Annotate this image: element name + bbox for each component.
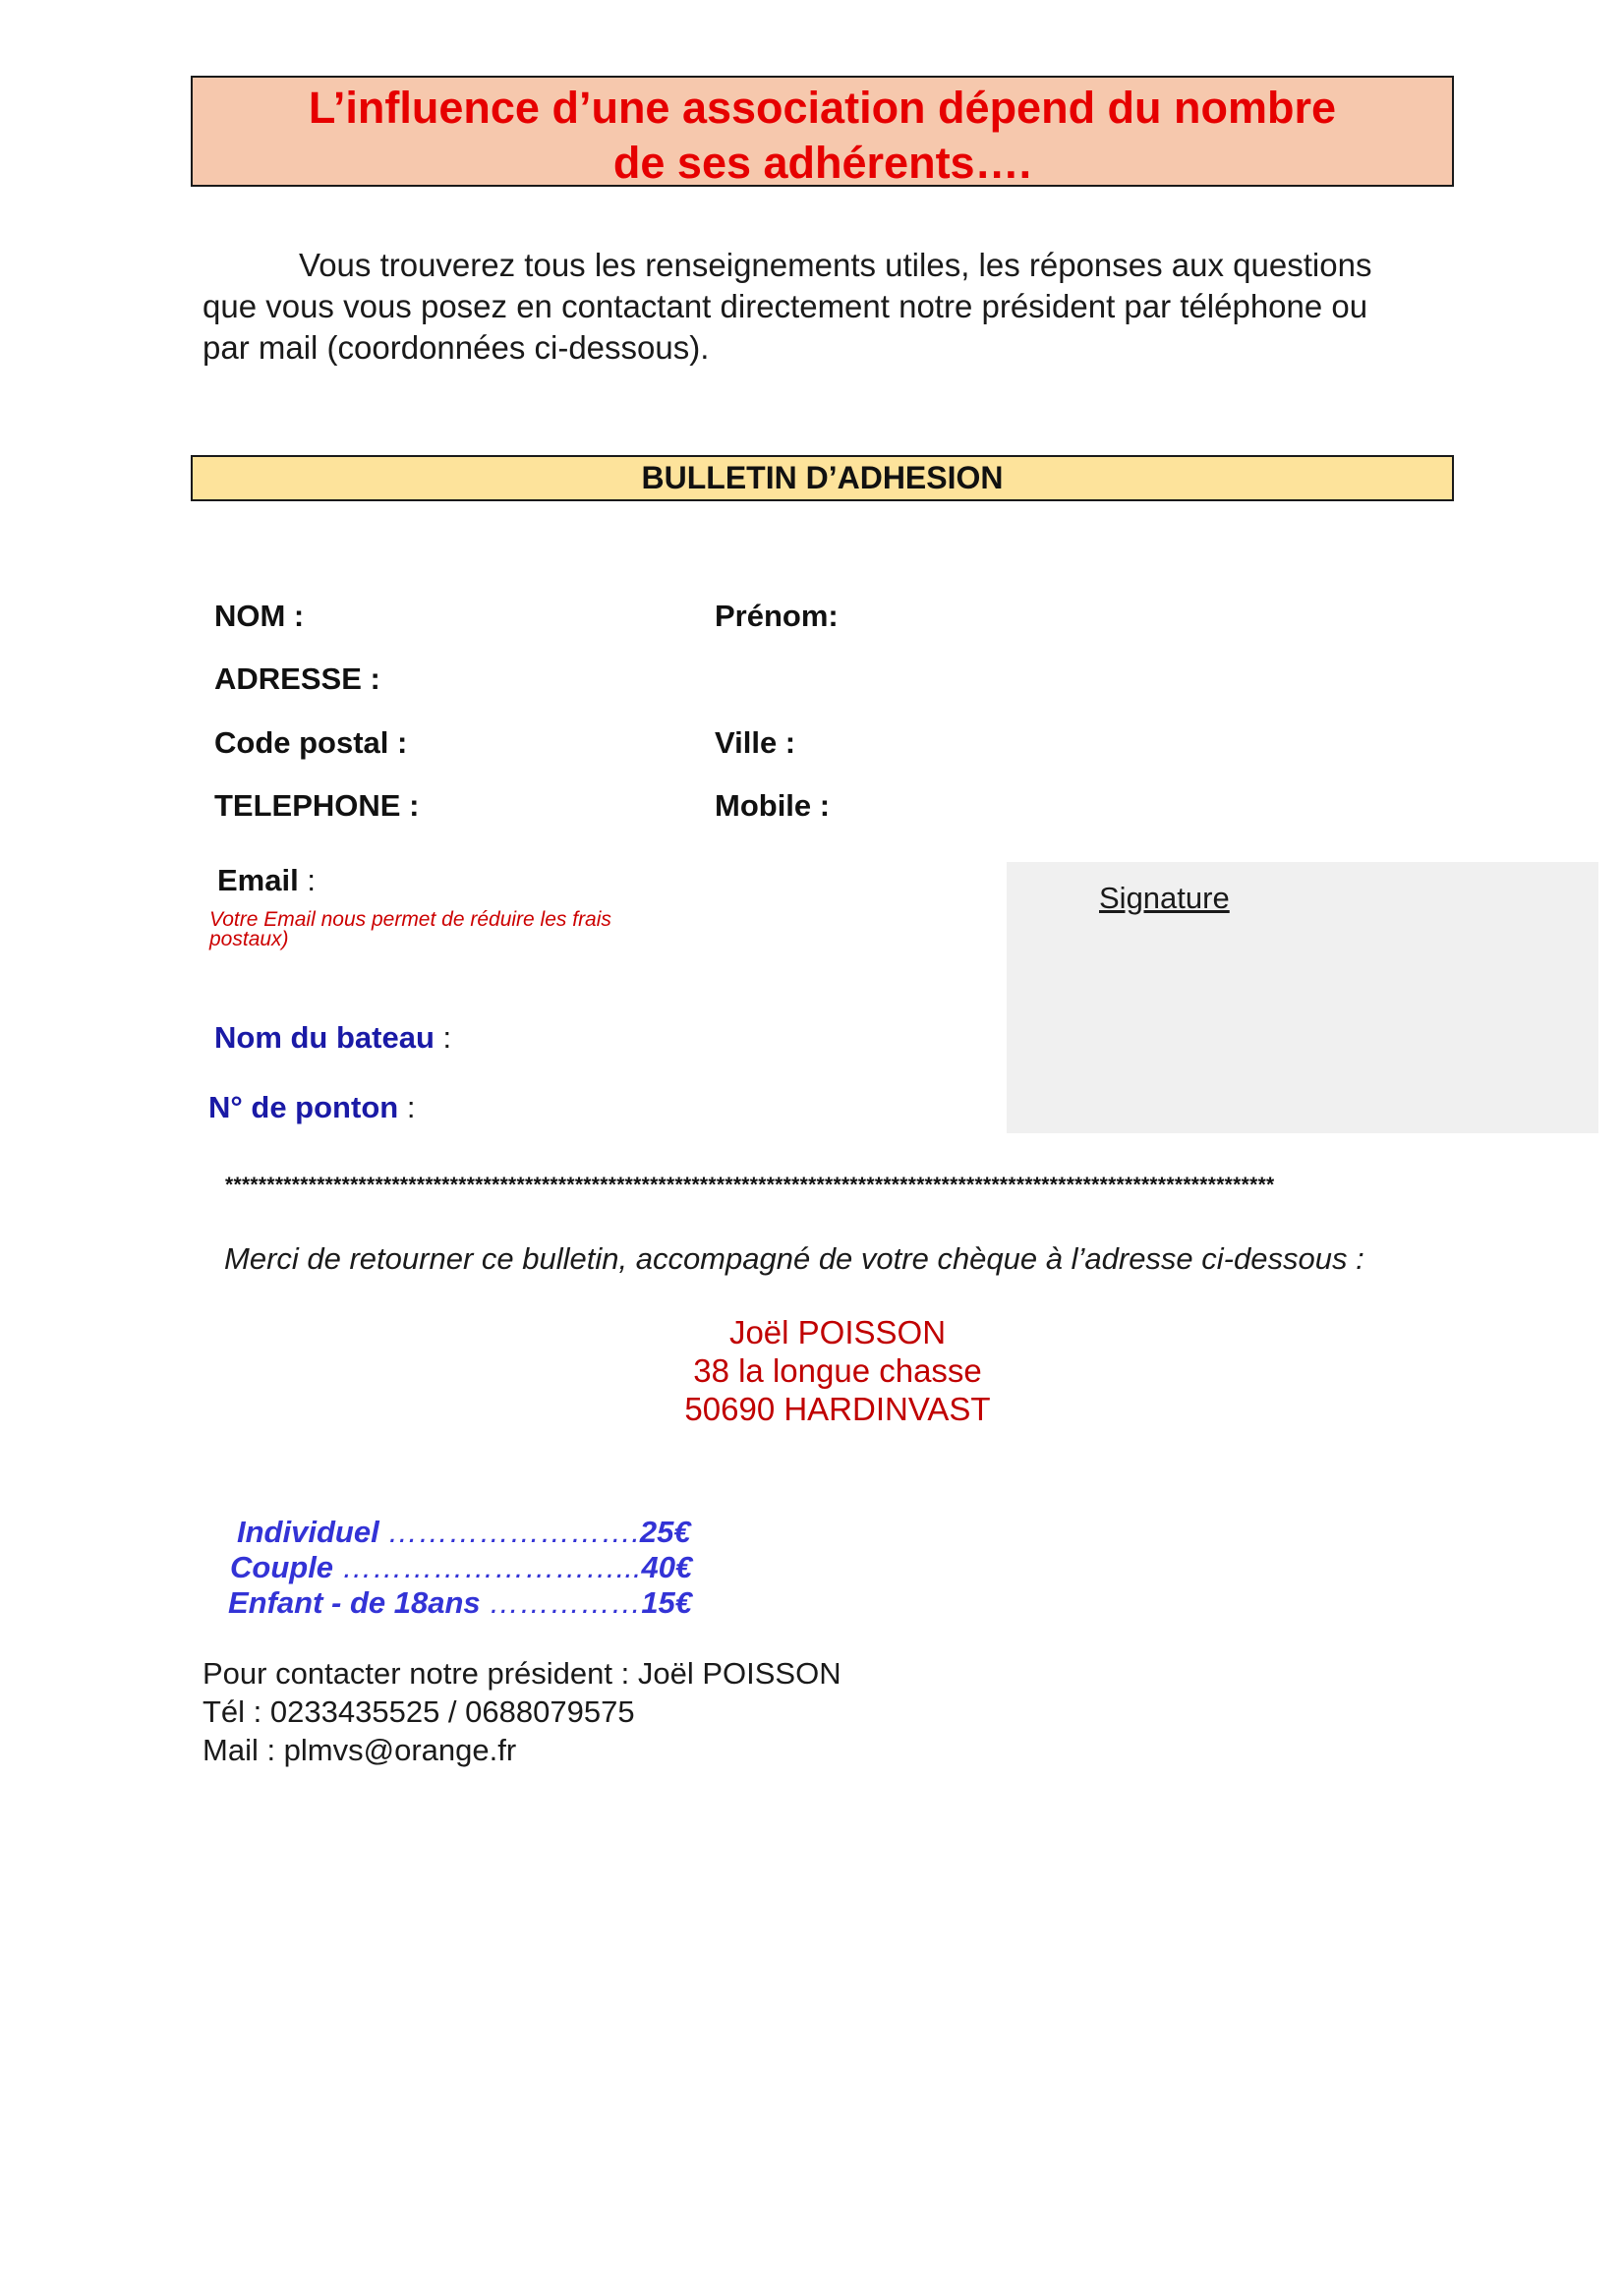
fee-label: Enfant - de 18ans xyxy=(228,1585,481,1620)
page-title xyxy=(191,76,1454,187)
fee-dots: ………………………... xyxy=(333,1550,642,1584)
address-city: 50690 HARDINVAST xyxy=(684,1391,991,1427)
contact-president: Pour contacter notre président : Joël POISSON xyxy=(203,1656,841,1691)
fee-dots: ……………………. xyxy=(378,1515,640,1549)
email-note: Votre Email nous permet de réduire les frais postaux) xyxy=(209,908,611,950)
signature-box[interactable] xyxy=(1007,862,1598,1133)
contact-block xyxy=(203,1654,841,1769)
email-label xyxy=(217,862,316,899)
ponton-label-text: N° de ponton xyxy=(208,1090,399,1124)
fee-price: 25€ xyxy=(639,1515,691,1549)
nom-label: NOM : xyxy=(214,599,305,633)
fee-dots: …………… xyxy=(480,1585,642,1620)
mobile-label: Mobile : xyxy=(715,788,831,823)
bateau-colon: : xyxy=(434,1020,452,1055)
fee-price: 40€ xyxy=(641,1550,693,1584)
address-street: 38 la longue chasse xyxy=(693,1352,982,1389)
adresse-label: ADRESSE : xyxy=(214,661,380,696)
code-postal-label: Code postal : xyxy=(214,725,408,760)
prenom-label: Prénom: xyxy=(715,599,839,633)
return-note: Merci de retourner ce bulletin, accompagné de votre chèque à l’adresse ci-dessous : xyxy=(224,1241,1364,1276)
title-line-1: L’influence d’une association dépend du nombre xyxy=(308,83,1337,133)
contact-phone: Tél : 0233435525 / 0688079575 xyxy=(203,1694,635,1729)
email-colon: : xyxy=(298,863,316,897)
fee-couple xyxy=(230,1550,692,1585)
ponton-label xyxy=(208,1089,415,1126)
title-line-2: de ses adhérents…. xyxy=(612,138,1032,188)
fee-price: 15€ xyxy=(641,1585,693,1620)
return-address xyxy=(543,1313,1132,1428)
fee-label: Couple xyxy=(230,1550,334,1584)
address-name: Joël POISSON xyxy=(728,1314,947,1350)
intro-text: Vous trouverez tous les renseignements utiles, les réponses aux questions que vous vous posez en contactant directement notre président par téléphone ou par mail (coordonnées ci-dessous). xyxy=(203,247,1372,366)
intro-paragraph xyxy=(203,245,1421,369)
signature-label: Signature xyxy=(1099,881,1230,915)
fee-individuel xyxy=(237,1515,691,1550)
bateau-label xyxy=(214,1019,451,1057)
bateau-label-text: Nom du bateau xyxy=(214,1020,435,1055)
separator-line: ****************************************************************************************************************************** xyxy=(225,1174,1275,1196)
contact-mail: Mail : plmvs@orange.fr xyxy=(203,1733,517,1767)
telephone-label: TELEPHONE : xyxy=(214,788,420,823)
fee-enfant xyxy=(228,1585,692,1621)
ponton-colon: : xyxy=(398,1090,416,1124)
ville-label: Ville : xyxy=(715,725,796,760)
fee-label: Individuel xyxy=(237,1515,379,1549)
email-label-text: Email xyxy=(217,863,299,897)
bulletin-title: BULLETIN D’ADHESION xyxy=(191,455,1454,501)
